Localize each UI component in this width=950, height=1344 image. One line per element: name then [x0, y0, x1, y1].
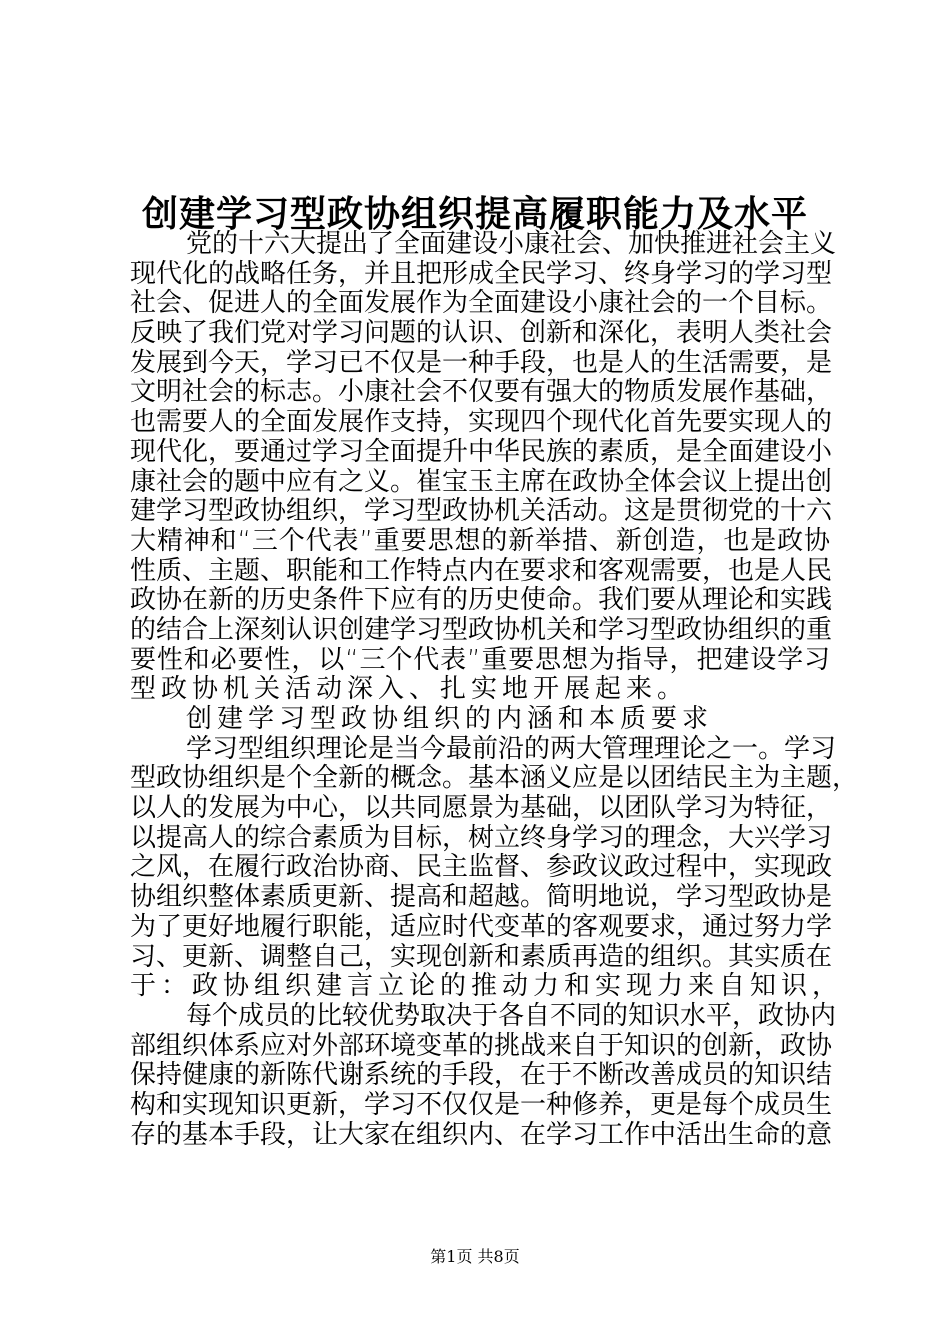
text-line: 每个成员的比较优势取决于各自不同的知识水平，政协内	[186, 1000, 837, 1031]
text-line: 要性和必要性，以“三个代表”重要思想为指导，把建设学习	[130, 644, 830, 675]
text-line: 文明社会的标志。小康社会不仅要有强大的物质发展作基础，	[130, 377, 833, 408]
text-line: 性质、主题、职能和工作特点内在要求和客观需要，也是人民	[130, 555, 833, 586]
document-title: 创建学习型政协组织提高履职能力及水平	[141, 194, 808, 235]
text-line: 现代化的战略任务，并且把形成全民学习、终身学习的学习型	[130, 258, 833, 289]
text-line: 也需要人的全面发展作支持，实现四个现代化首先要实现人的	[130, 407, 833, 438]
text-line: 现代化，要通过学习全面提升中华民族的素质，是全面建设小	[130, 436, 833, 467]
text-line: 存的基本手段，让大家在组织内、在学习工作中活出生命的意	[130, 1119, 833, 1150]
text-line: 康社会的题中应有之义。崔宝玉主席在政协全体会议上提出创	[130, 466, 833, 497]
text-line: 创建学习型政协组织的内涵和本质要求	[186, 704, 714, 734]
text-line: 为了更好地履行职能，适应时代变革的客观要求，通过努力学	[130, 911, 833, 942]
text-line: 发展到今天，学习已不仅是一种手段，也是人的生活需要，是	[130, 347, 833, 378]
text-line: 型政协机关活动深入、扎实地开展起来。	[130, 674, 689, 705]
text-line: 以人的发展为中心，以共同愿景为基础，以团队学习为特征，	[130, 793, 833, 824]
text-line: 以提高人的综合素质为目标，树立终身学习的理念，大兴学习	[130, 822, 833, 853]
text-line: 党的十六大提出了全面建设小康社会、加快推进社会主义	[186, 229, 837, 259]
text-line: 型政协组织是个全新的概念。基本涵义应是以团结民主为主题，	[130, 763, 859, 794]
text-line: 建学习型政协组织，学习型政协机关活动。这是贯彻党的十六	[130, 496, 833, 527]
text-line: 协组织整体素质更新、提高和超越。简明地说，学习型政协是	[130, 882, 833, 913]
text-line: 反映了我们党对学习问题的认识、创新和深化，表明人类社会	[130, 318, 833, 349]
text-line: 大精神和“三个代表”重要思想的新举措、新创造，也是政协	[130, 525, 830, 556]
page-number-footer: 第1页 共8页	[430, 1247, 520, 1266]
text-line: 部组织体系应对外部环境变革的挑战来自于知识的创新，政协	[130, 1030, 833, 1061]
text-line: 保持健康的新陈代谢系统的手段，在于不断改善成员的知识结	[130, 1060, 833, 1091]
text-line: 社会、促进人的全面发展作为全面建设小康社会的一个目标。	[130, 288, 833, 319]
text-line: 政协在新的历史条件下应有的历史使命。我们要从理论和实践	[130, 585, 833, 616]
text-line: 之风，在履行政治协商、民主监督、参政议政过程中，实现政	[130, 852, 833, 883]
text-line: 学习型组织理论是当今最前沿的两大管理理论之一。学习	[186, 733, 837, 764]
document-body	[130, 229, 859, 1150]
text-line: 的结合上深刻认识创建学习型政协机关和学习型政协组织的重	[130, 614, 833, 645]
text-line: 习、更新、调整自己，实现创新和素质再造的组织。其实质在	[130, 941, 833, 972]
text-line: 构和实现知识更新，学习不仅仅是一种修养，更是每个成员生	[130, 1089, 833, 1120]
text-line: 于：政协组织建言立论的推动力和实现力来自知识，	[130, 971, 844, 1002]
